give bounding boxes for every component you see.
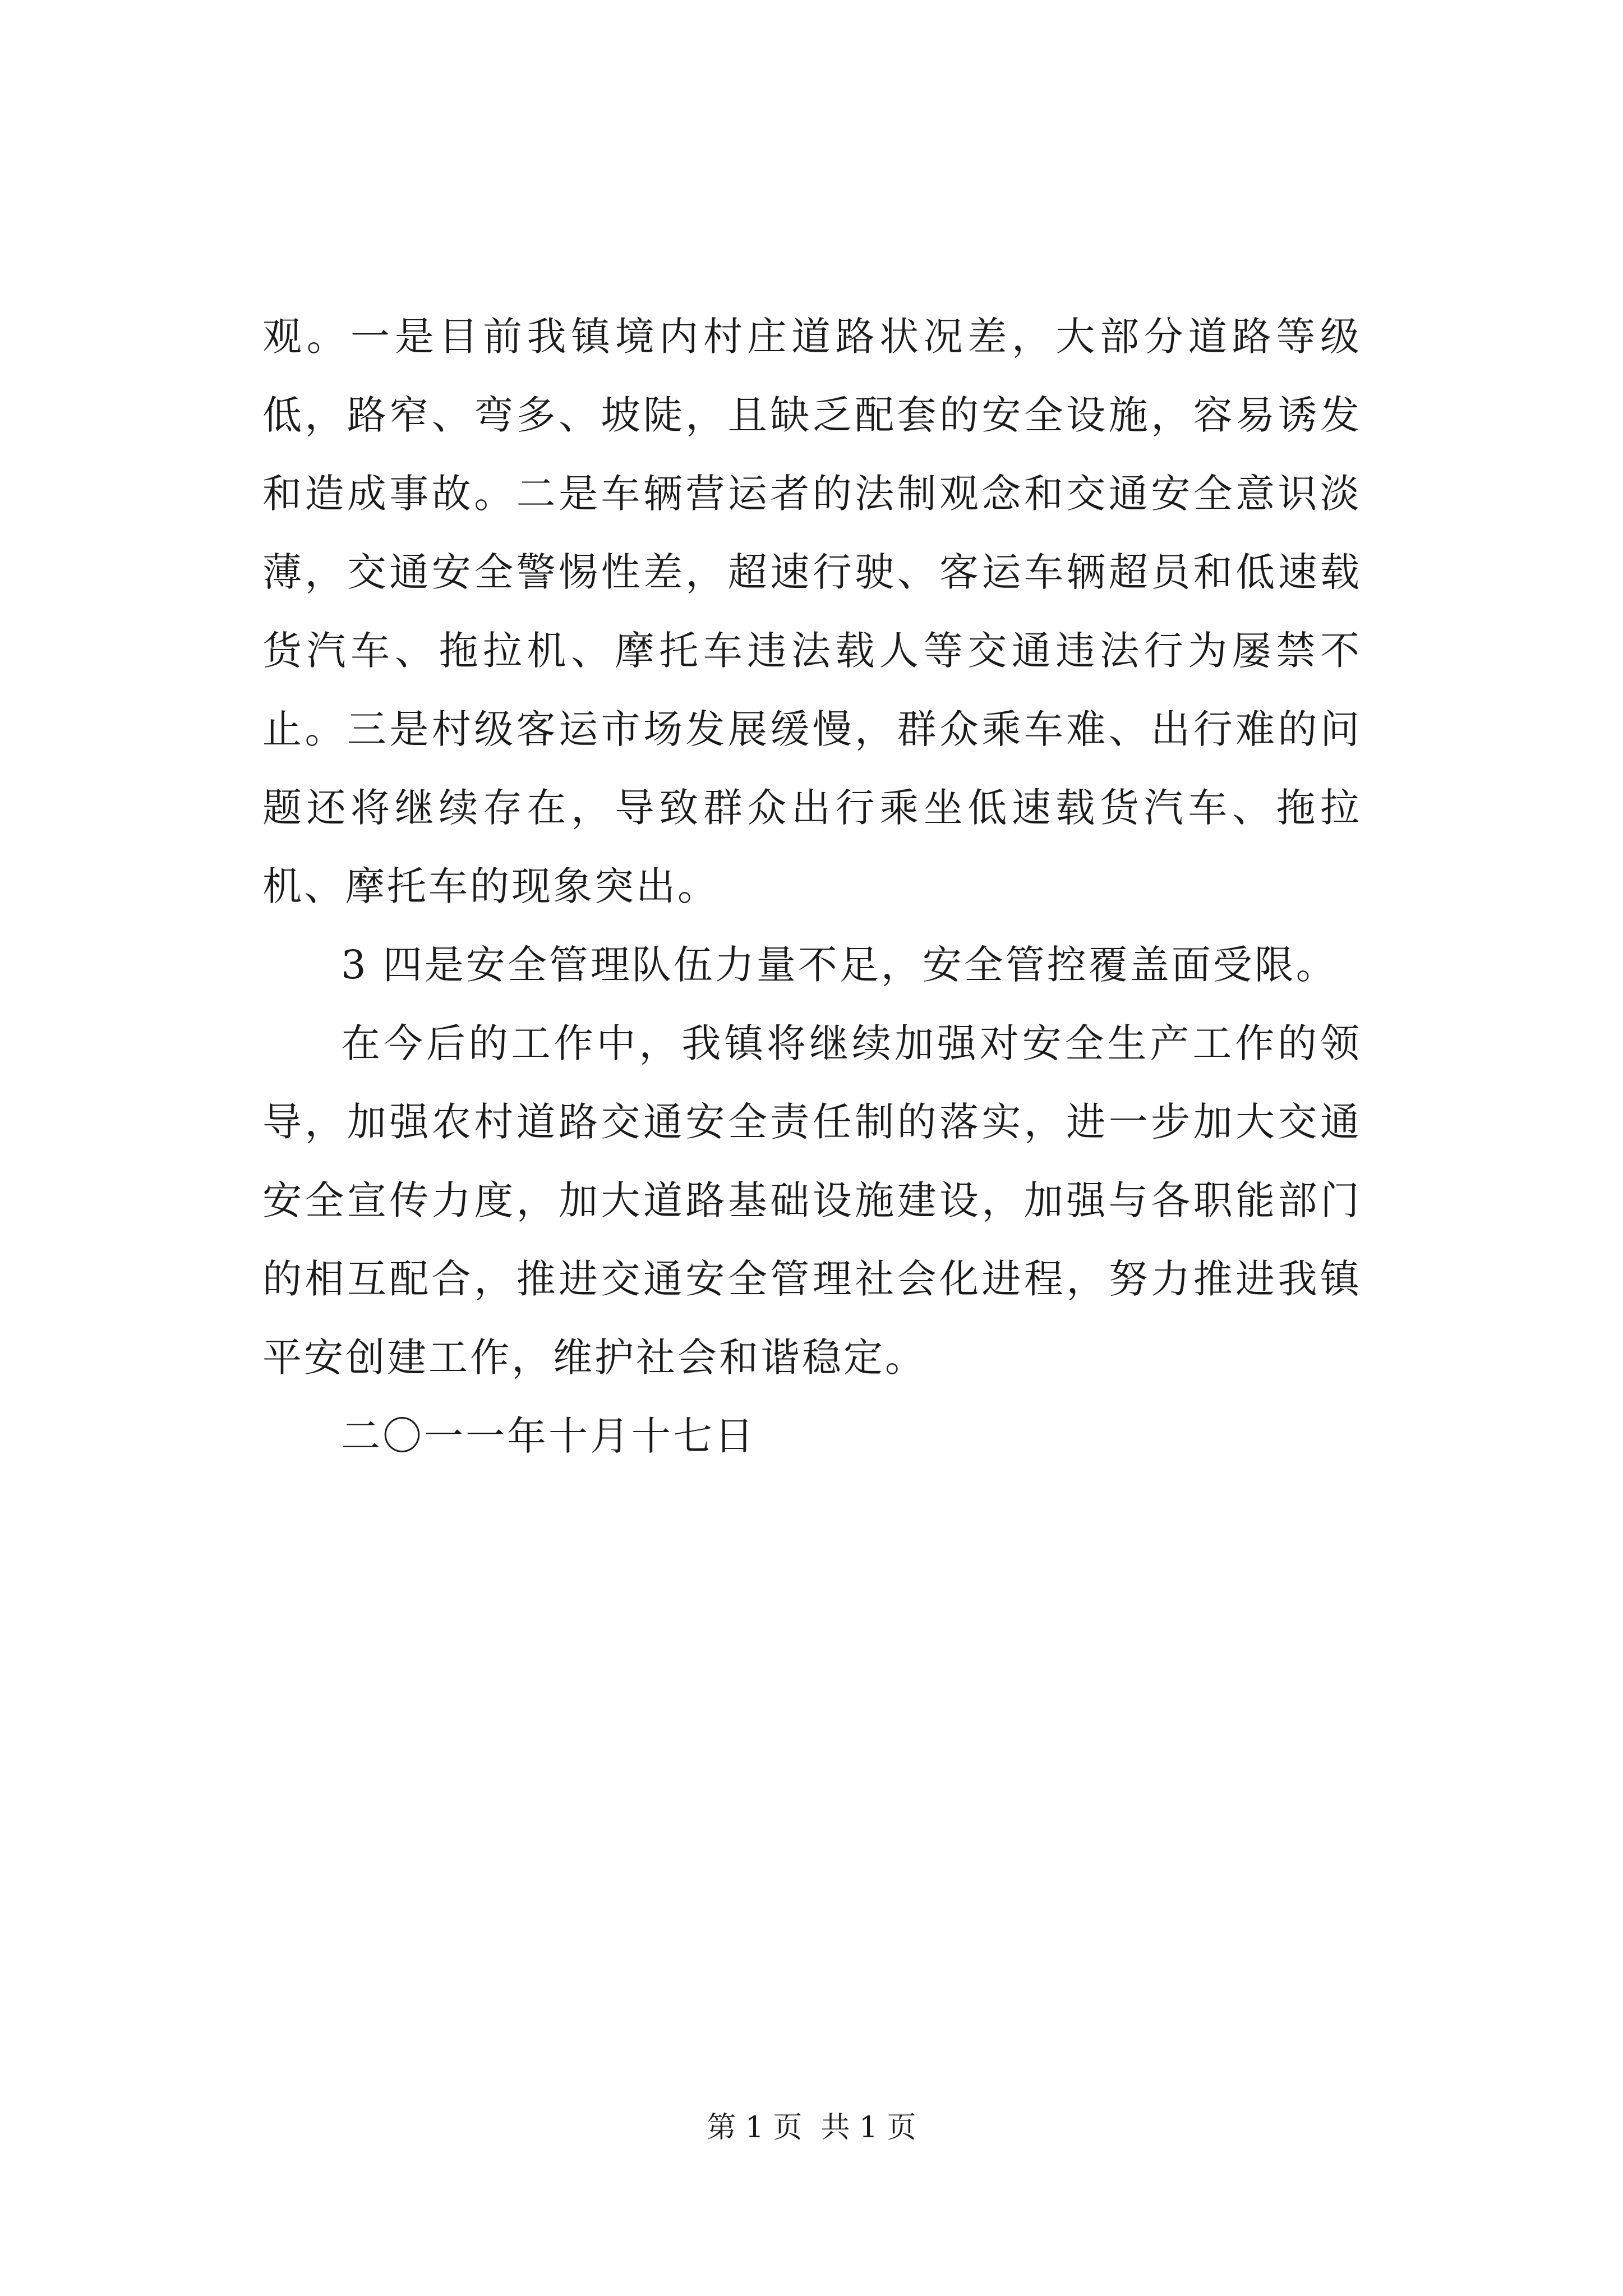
- document-date: 二〇一一年十月十七日: [341, 1413, 756, 1459]
- paragraph-continuation: 观。一是目前我镇境内村庄道路状况差，大部分道路等级低，路窄、弯多、坡陡，且缺乏配套的安全设施，容易诱发和造成事故。二是车辆营运者的法制观念和交通安全意识淡薄，交通安全警惕性差，超速行驶、客运车辆超员和低速载货汽车、拖拉机、摩托车违法载人等交通违法行为屡禁不止。三是村级客运市场发展缓慢，群众乘车难、出行难的问题还将继续存在，导致群众出行乘坐低速载货汽车、拖拉机、摩托车的现象突出。: [262, 314, 1362, 909]
- paragraph-future-work: 在今后的工作中，我镇将继续加强对安全生产工作的领导，加强农村道路交通安全责任制的落实，进一步加大交通安全宣传力度，加大道路基础设施建设，加强与各职能部门的相互配合，推进交通安全管理社会化进程，努力推进我镇平安创建工作，维护社会和谐稳定。: [262, 1020, 1362, 1381]
- paragraph-point-four: 3 四是安全管理队伍力量不足，安全管控覆盖面受限。: [341, 942, 1338, 988]
- page-number-footer: 第 1 页 共 1 页: [707, 2111, 916, 2145]
- document-body: [262, 297, 1362, 1475]
